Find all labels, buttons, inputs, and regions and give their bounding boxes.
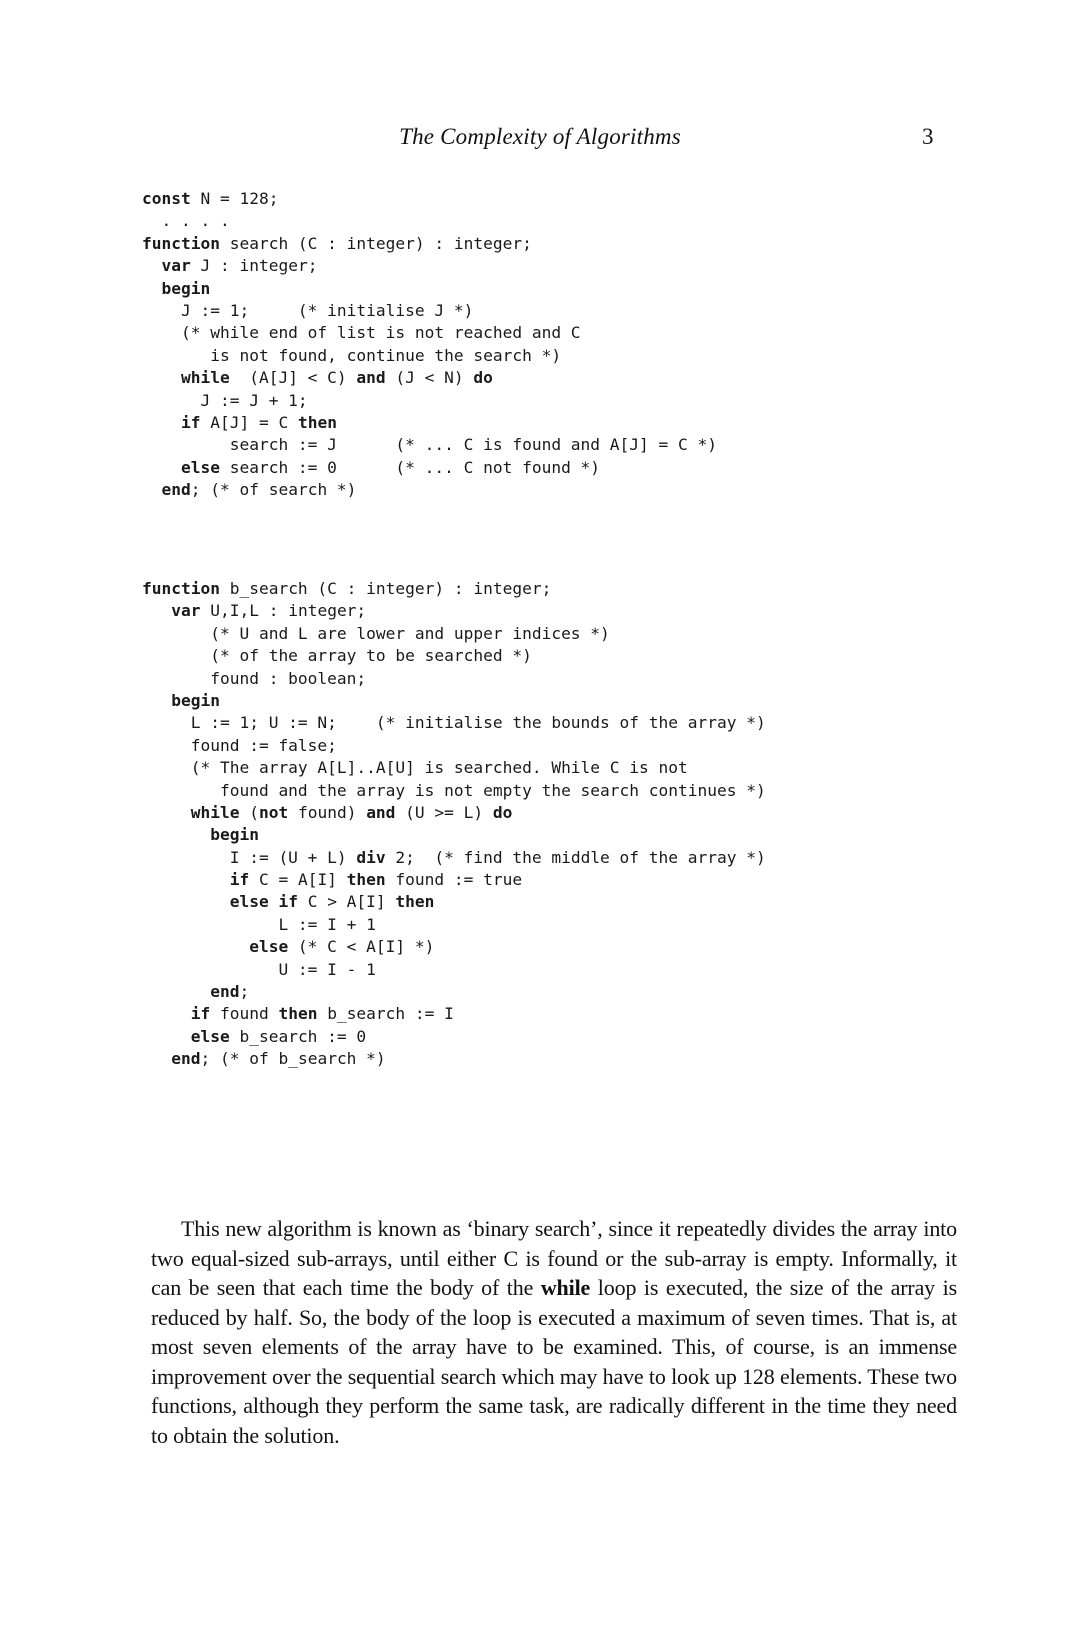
code-keyword: then: [297, 412, 337, 432]
code-keyword: while: [190, 802, 240, 822]
code-line: [142, 690, 766, 712]
code-keyword: begin: [210, 825, 259, 845]
code-keyword: if: [278, 892, 298, 912]
code-text: (* U and L are lower and upper indices *): [142, 623, 610, 643]
code-line: [142, 891, 766, 913]
code-text: [142, 413, 181, 432]
code-keyword: end: [171, 1049, 201, 1069]
paragraph-keyword-while: while: [540, 1275, 591, 1300]
code-keyword: do: [473, 368, 493, 388]
code-keyword: var: [161, 256, 191, 276]
code-text: (J < N): [385, 368, 474, 388]
code-text: (* of the array to be searched *): [142, 646, 532, 666]
code-keyword: function: [142, 579, 220, 598]
code-keyword: and: [356, 368, 386, 388]
code-line: [142, 1003, 766, 1025]
code-keyword: else: [190, 1026, 230, 1046]
code-listing-sequential-search: [142, 188, 717, 501]
code-text: . . . .: [142, 211, 230, 231]
code-line: [142, 757, 766, 779]
code-text: [142, 892, 230, 911]
code-text: (: [239, 802, 259, 822]
code-text: (A[J] < C): [229, 368, 357, 388]
code-keyword: function: [142, 233, 220, 253]
code-text: found := false;: [142, 735, 337, 755]
code-keyword: begin: [161, 278, 211, 298]
code-keyword: div: [356, 847, 386, 867]
code-line: [142, 712, 766, 734]
code-keyword: if: [190, 1004, 211, 1024]
code-text: found): [288, 802, 367, 822]
code-text: [142, 825, 210, 844]
code-line: [142, 914, 766, 936]
code-text: [142, 803, 191, 822]
code-keyword: else: [229, 892, 269, 912]
body-paragraph: [151, 1214, 957, 1450]
running-head: [0, 124, 1080, 158]
code-keyword: then: [278, 1004, 318, 1024]
code-text: b_search := I: [317, 1004, 454, 1024]
code-text: ;: [239, 982, 250, 1002]
code-line: [142, 233, 717, 255]
code-keyword: if: [229, 870, 250, 890]
code-text: U := I - 1: [142, 959, 376, 979]
code-line: [142, 1026, 766, 1048]
code-keyword: if: [180, 412, 201, 432]
code-text: search (C : integer) : integer;: [219, 233, 532, 253]
code-keyword: not: [258, 802, 289, 822]
code-line: [142, 735, 766, 757]
code-text: ; (* of search *): [190, 480, 357, 500]
paragraph-text-part2: loop is executed, the size of the array is reduced by half. So, the body of the loop is executed a maximum of seven times. That is, at most seven elements of the array have to be examined. This, of course, is an immense improvement over the sequential search which may have to look up 128 elements. These two functions, although they perform the same task, are radically different in the time they need to obtain the solution.: [151, 1275, 957, 1448]
code-line: [142, 578, 766, 600]
code-line: [142, 434, 717, 456]
code-line: [142, 1048, 766, 1070]
code-text: I := (U + L): [142, 847, 357, 867]
code-line: [142, 668, 766, 690]
code-text: [142, 1049, 171, 1068]
code-text: U,I,L : integer;: [200, 601, 367, 621]
code-keyword: then: [346, 870, 386, 890]
code-keyword: begin: [171, 690, 220, 710]
code-keyword: const: [142, 189, 191, 208]
code-text: J : integer;: [190, 256, 318, 276]
code-text: found := true: [385, 870, 523, 890]
code-text: L := I + 1: [142, 914, 376, 934]
code-text: found: [210, 1004, 279, 1024]
code-text: [142, 1027, 191, 1046]
code-keyword: end: [210, 982, 240, 1002]
code-text: [142, 870, 230, 889]
code-line: [142, 600, 766, 622]
code-line: [142, 300, 717, 322]
code-text: found and the array is not empty the search continues *): [142, 780, 766, 800]
code-line: [142, 255, 717, 277]
code-text: [142, 691, 171, 710]
code-text: b_search (C : integer) : integer;: [219, 579, 552, 598]
code-text: b_search := 0: [229, 1026, 367, 1046]
code-text: A[J] = C: [200, 412, 298, 432]
code-line: [142, 802, 766, 824]
code-text: [142, 256, 162, 275]
code-keyword: while: [180, 368, 230, 388]
code-keyword: then: [395, 892, 435, 912]
code-text: (* The array A[L]..A[U] is searched. While C is not: [142, 758, 688, 778]
code-text: [142, 937, 249, 956]
code-text: ; (* of b_search *): [200, 1049, 386, 1069]
code-line: [142, 390, 717, 412]
code-line: [142, 345, 717, 367]
code-text: search := 0 (* ... C not found *): [219, 457, 601, 477]
code-text: (* while end of list is not reached and C: [142, 323, 581, 343]
code-line: [142, 936, 766, 958]
code-line: [142, 278, 717, 300]
code-text: C = A[I]: [249, 870, 347, 890]
code-line: [142, 412, 717, 434]
code-text: N = 128;: [190, 189, 279, 208]
code-line: [142, 623, 766, 645]
code-keyword: var: [171, 601, 201, 621]
code-line: [142, 367, 717, 389]
code-keyword: else: [180, 457, 220, 477]
code-keyword: else: [249, 937, 289, 957]
code-text: 2; (* find the middle of the array *): [385, 847, 766, 867]
paragraph-text-part1: This new algorithm is known as ‘binary search’, since it repeatedly divides the array into two equal-sized sub-arrays, until either C is found or the sub-array is empty. Informally, it can be seen that each time the body of the: [151, 1216, 957, 1300]
code-text: J := J + 1;: [142, 390, 308, 410]
code-keyword: do: [492, 802, 513, 822]
code-keyword: end: [161, 480, 191, 500]
code-text: J := 1; (* initialise J *): [142, 300, 474, 320]
code-line: [142, 457, 717, 479]
code-text: (* C < A[I] *): [288, 937, 435, 957]
code-text: L := 1; U := N; (* initialise the bounds of the array *): [142, 713, 766, 733]
code-line: [142, 847, 766, 869]
code-line: [142, 479, 717, 501]
running-title: The Complexity of Algorithms: [399, 124, 681, 149]
code-text: is not found, continue the search *): [142, 345, 562, 365]
code-line: [142, 780, 766, 802]
code-text: C > A[I]: [297, 892, 396, 912]
code-text: search := J (* ... C is found and A[J] = C *): [142, 435, 717, 455]
code-text: [142, 982, 210, 1001]
code-line: [142, 981, 766, 1003]
code-keyword: and: [366, 802, 396, 822]
code-listing-binary-search: [142, 578, 766, 1071]
code-text: [142, 279, 162, 298]
code-line: [142, 322, 717, 344]
code-line: [142, 645, 766, 667]
code-text: [142, 480, 162, 499]
code-line: [142, 210, 717, 232]
code-text: [269, 892, 279, 911]
code-line: [142, 959, 766, 981]
code-line: [142, 188, 717, 210]
code-text: [142, 458, 181, 477]
page-number: 3: [922, 124, 934, 149]
code-line: [142, 869, 766, 891]
code-text: [142, 368, 181, 387]
code-text: found : boolean;: [142, 668, 367, 688]
code-text: [142, 601, 171, 620]
code-text: [142, 1004, 191, 1023]
code-text: (U >= L): [395, 802, 493, 822]
code-line: [142, 824, 766, 846]
